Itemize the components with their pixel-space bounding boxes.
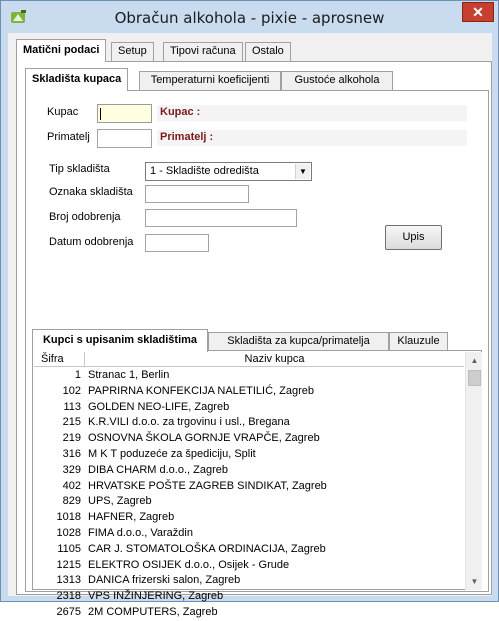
table-row[interactable] [34, 589, 464, 605]
cell-naziv-kupca: VPS INŽINJERING, Zagreb [88, 590, 224, 603]
cell-sifra: 316 [62, 447, 81, 460]
grid-body[interactable] [34, 368, 464, 618]
cell-sifra: 1215 [56, 558, 81, 571]
cell-naziv-kupca: UPS, Zagreb [88, 495, 152, 508]
table-row[interactable] [34, 573, 464, 589]
table-row[interactable] [34, 605, 464, 621]
cell-naziv-kupca: PAPRIRNA KONFEKCIJA NALETILIĆ, Zagreb [88, 384, 314, 397]
cell-sifra: 1 [74, 369, 81, 381]
vertical-scrollbar[interactable] [465, 352, 482, 590]
maticni-podaci-panel [16, 61, 492, 618]
tab-kupci-s-upisanim-skladistima[interactable]: Kupci s upisanim skladištima [32, 329, 208, 352]
kupac-label: Kupac [47, 106, 79, 118]
table-row[interactable] [34, 415, 464, 431]
cell-naziv-kupca: M K T poduzeće za špediciju, Split [88, 447, 256, 460]
scroll-thumb[interactable] [468, 370, 481, 386]
table-row[interactable] [34, 494, 464, 510]
cell-sifra: 329 [62, 463, 81, 476]
broj-odobrenja-label: Broj odobrenja [49, 211, 121, 223]
table-row[interactable] [34, 542, 464, 558]
kupac-input[interactable] [97, 104, 152, 123]
primatelj-name-label: Primatelj : [160, 131, 214, 143]
column-header-naziv-kupca[interactable]: Naziv kupca [244, 353, 305, 365]
primatelj-label: Primatelj [47, 131, 90, 143]
close-button[interactable]: ✕ [462, 2, 494, 22]
tab-tipovi-racuna[interactable]: Tipovi računa [163, 42, 243, 61]
cell-naziv-kupca: GOLDEN NEO-LIFE, Zagreb [88, 400, 230, 413]
tip-skladista-select[interactable] [145, 162, 312, 181]
tab-ostalo[interactable]: Ostalo [245, 42, 291, 61]
cell-sifra: 402 [62, 479, 81, 492]
scroll-up-icon[interactable]: ▲ [470, 356, 479, 365]
table-row[interactable] [34, 479, 464, 495]
table-row[interactable] [34, 526, 464, 542]
tab-klauzule[interactable]: Klauzule [389, 332, 448, 351]
skladista-kupaca-panel [25, 90, 489, 618]
table-row[interactable] [34, 558, 464, 574]
tab-temperaturni-koeficijenti[interactable]: Temperaturni koeficijenti [139, 71, 281, 90]
tab-setup[interactable]: Setup [111, 42, 154, 61]
broj-odobrenja-input[interactable] [145, 209, 297, 227]
oznaka-skladista-label: Oznaka skladišta [49, 186, 133, 198]
kupac-name-field [157, 105, 467, 121]
client-area [8, 33, 492, 618]
cell-naziv-kupca: K.R.VILI d.o.o. za trgovinu i usl., Bregana [88, 416, 290, 429]
cell-sifra: 102 [62, 384, 81, 397]
cell-sifra: 215 [62, 416, 81, 429]
cell-naziv-kupca: ELEKTRO OSIJEK d.o.o., Osijek - Grude [88, 558, 290, 571]
tab-skladista-za-kupca[interactable]: Skladišta za kupca/primatelja [208, 332, 389, 351]
chevron-down-icon[interactable]: ▼ [295, 164, 310, 179]
cell-sifra: 1105 [57, 542, 81, 555]
upis-button[interactable]: Upis [385, 225, 442, 250]
kupci-grid [32, 350, 482, 618]
column-header-sifra[interactable]: Šifra [34, 352, 85, 367]
table-row[interactable] [34, 384, 464, 400]
table-row[interactable] [34, 510, 464, 526]
cell-naziv-kupca: Stranac 1, Berlin [88, 369, 170, 381]
cell-sifra: 1028 [56, 526, 81, 539]
cell-naziv-kupca: CAR J. STOMATOLOŠKA ORDINACIJA, Zagreb [88, 542, 326, 555]
datum-odobrenja-label: Datum odobrenja [49, 236, 134, 248]
cell-naziv-kupca: 2M COMPUTERS, Zagreb [88, 605, 218, 618]
title-bar[interactable] [1, 1, 498, 33]
table-row[interactable] [34, 463, 464, 479]
table-row[interactable] [34, 400, 464, 416]
cell-sifra: 219 [62, 432, 81, 445]
cell-sifra: 2675 [56, 605, 81, 618]
table-row[interactable] [34, 431, 464, 447]
cell-naziv-kupca: FIMA d.o.o., Varaždin [88, 526, 193, 539]
cell-sifra: 1018 [56, 511, 81, 524]
table-row[interactable] [34, 447, 464, 463]
datum-odobrenja-input[interactable] [145, 234, 209, 252]
cell-sifra: 2318 [56, 590, 81, 603]
text-caret [100, 108, 101, 120]
cell-sifra: 1313 [56, 574, 81, 587]
cell-naziv-kupca: HRVATSKE POŠTE ZAGREB SINDIKAT, Zagreb [88, 479, 327, 492]
cell-sifra: 113 [63, 400, 81, 413]
tab-gustoce-alkohola[interactable]: Gustoće alkohola [281, 71, 393, 90]
oznaka-skladista-input[interactable] [145, 185, 249, 203]
tab-skladista-kupaca[interactable]: Skladišta kupaca [25, 68, 128, 91]
kupac-name-label: Kupac : [160, 106, 201, 118]
scroll-down-icon[interactable]: ▼ [470, 577, 479, 586]
cell-naziv-kupca: OSNOVNA ŠKOLA GORNJE VRAPČE, Zagreb [88, 432, 320, 445]
cell-sifra: 829 [62, 495, 81, 508]
table-row[interactable] [34, 368, 464, 384]
tip-skladista-label: Tip skladišta [49, 163, 110, 175]
primatelj-input[interactable] [97, 129, 152, 148]
cell-naziv-kupca: DIBA CHARM d.o.o., Zagreb [88, 463, 228, 476]
cell-naziv-kupca: DANICA frizerski salon, Zagreb [88, 574, 241, 587]
grid-header [34, 352, 464, 367]
window-title: Obračun alkohola - pixie - aprosnew [114, 9, 385, 27]
tip-skladista-value: 1 - Skladište odredišta [150, 165, 259, 177]
cell-naziv-kupca: HAFNER, Zagreb [88, 511, 175, 524]
tab-maticni-podaci[interactable]: Matični podaci [16, 39, 106, 62]
